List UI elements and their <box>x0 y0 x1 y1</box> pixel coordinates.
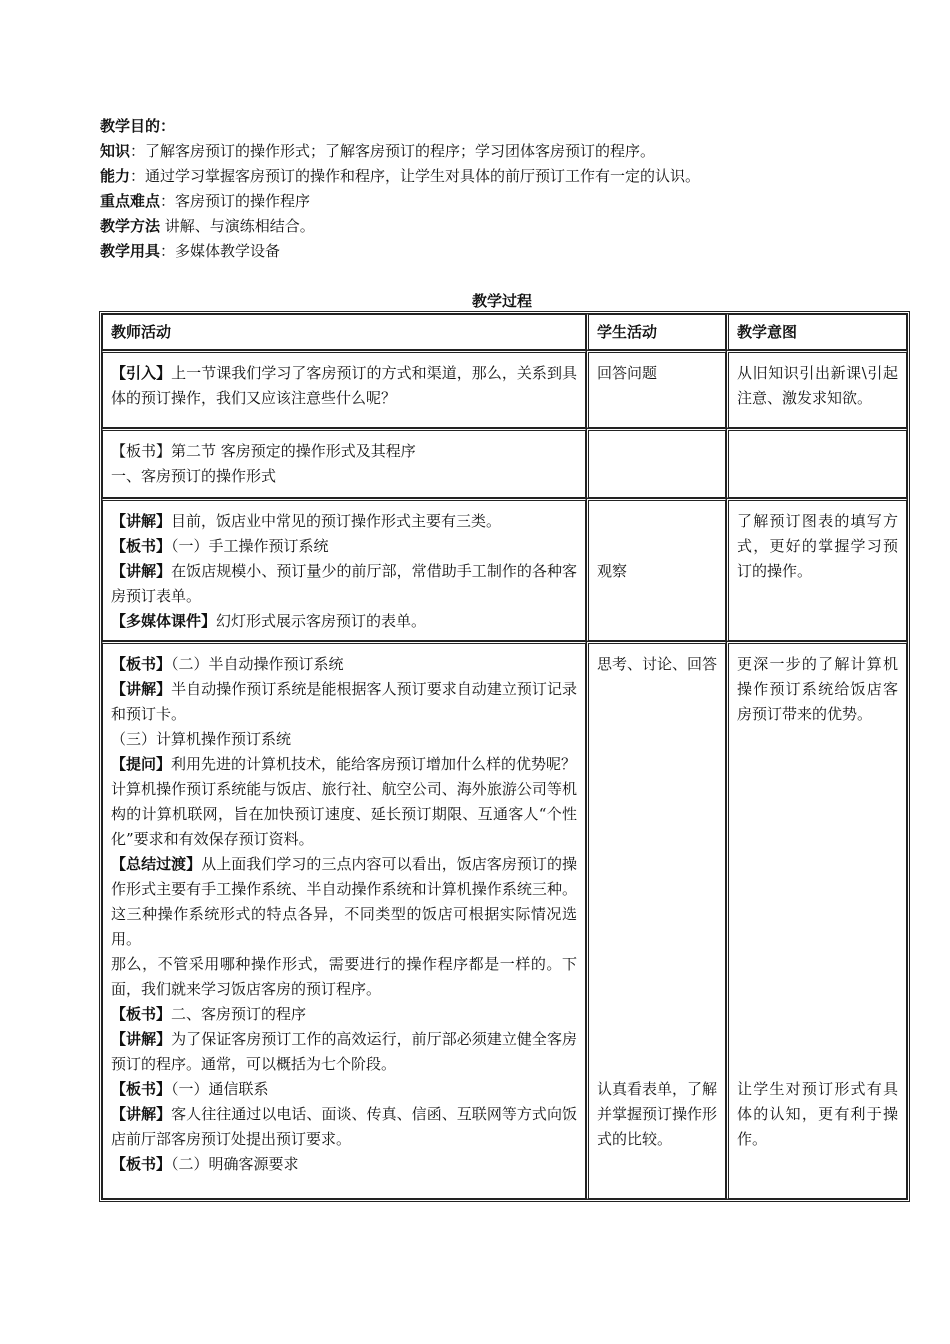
student-cell: 思考、讨论、回答 认真看表单，了解并掌握预订操作形式的比较。 <box>586 641 726 1199</box>
table-header-row <box>102 314 907 350</box>
intent-cell <box>726 428 907 498</box>
objective-heading: 教学目的： <box>100 117 176 135</box>
objective-method: 教学方法 讲解、与演练相结合。 <box>100 217 315 235</box>
student-cell: 回答问题 <box>586 350 726 428</box>
header-student: 学生活动 <box>586 314 726 350</box>
objective-key-points: 重点难点：客房预订的操作程序 <box>100 192 311 210</box>
intent-cell: 从旧知识引出新课\引起注意、激发求知欲。 <box>726 350 907 428</box>
teacher-cell: 【板书】第二节 客房预定的操作形式及其程序 一、客房预订的操作形式 <box>102 428 586 498</box>
table-row <box>102 428 907 498</box>
teacher-cell: 【讲解】目前，饭店业中常见的预订操作形式主要有三类。 【板书】（一）手工操作预订系统 【讲解】在饭店规模小、预订量少的前厅部，常借助手工制作的各种客房预订表单。 【多媒体课件】幻灯形式展示客房预订的表单。 <box>102 498 586 641</box>
teacher-cell: 【板书】（二）半自动操作预订系统 【讲解】半自动操作预订系统是能根据客人预订要求自动建立预订记录和预订卡。 （三）计算机操作预订系统 【提问】利用先进的计算机技术，能给客房预订增加什么样的优势呢？ 计算机操作预订系统能与饭店、旅行社、航空公司、海外旅游公司等机构的计算机联网，旨在加快预订速度、延长预订期限、互通客人“个性化”要求和有效保存预订资料。 【总结过渡】从上面我们学习的三点内容可以看出，饭店客房预订的操作形式主要有手工操作系统、半自动操作系统和计算机操作系统三种。这三种操作系统形式的特点各异，不同类型的饭店可根据实际情况选用。 那么，不管采用哪种操作形式，需要进行的操作程序都是一样的。下面，我们就来学习饭店客房的预订程序。 【板书】二、客房预订的程序 【讲解】为了保证客房预订工作的高效运行，前厅部必须建立健全客房预订的程序。通常，可以概括为七个阶段。 【板书】（一）通信联系 【讲解】客人往往通过以电话、面谈、传真、信函、互联网等方式向饭店前厅部客房预订处提出预订要求。 【板书】（二）明确客源要求 <box>102 641 586 1199</box>
lesson-objectives <box>100 114 900 264</box>
objective-knowledge: 知识：了解客房预订的操作形式；了解客房预订的程序；学习团体客房预订的程序。 <box>100 142 656 160</box>
intent-cell: 了解预订图表的填写方式，更好的掌握学习预订的操作。 <box>726 498 907 641</box>
table-row <box>102 498 907 641</box>
process-title: 教学过程 <box>471 292 532 310</box>
header-teacher: 教师活动 <box>102 314 586 350</box>
teacher-cell: 【引入】上一节课我们学习了客房预订的方式和渠道，那么，关系到具体的预订操作，我们又应该注意些什么呢？ <box>102 350 586 428</box>
table-row <box>102 350 907 428</box>
intent-cell: 更深一步的了解计算机操作预订系统给饭店客房预订带来的优势。 让学生对预订形式有具体的认知，更有利于操作。 <box>726 641 907 1199</box>
process-table <box>99 311 910 1202</box>
student-cell <box>586 428 726 498</box>
table-row <box>102 641 907 1199</box>
objective-ability: 能力：通过学习掌握客房预订的操作和程序，让学生对具体的前厅预订工作有一定的认识。 <box>100 167 701 185</box>
student-cell: 观察 <box>586 498 726 641</box>
objective-tools: 教学用具：多媒体教学设备 <box>100 242 281 260</box>
header-intent: 教学意图 <box>726 314 907 350</box>
